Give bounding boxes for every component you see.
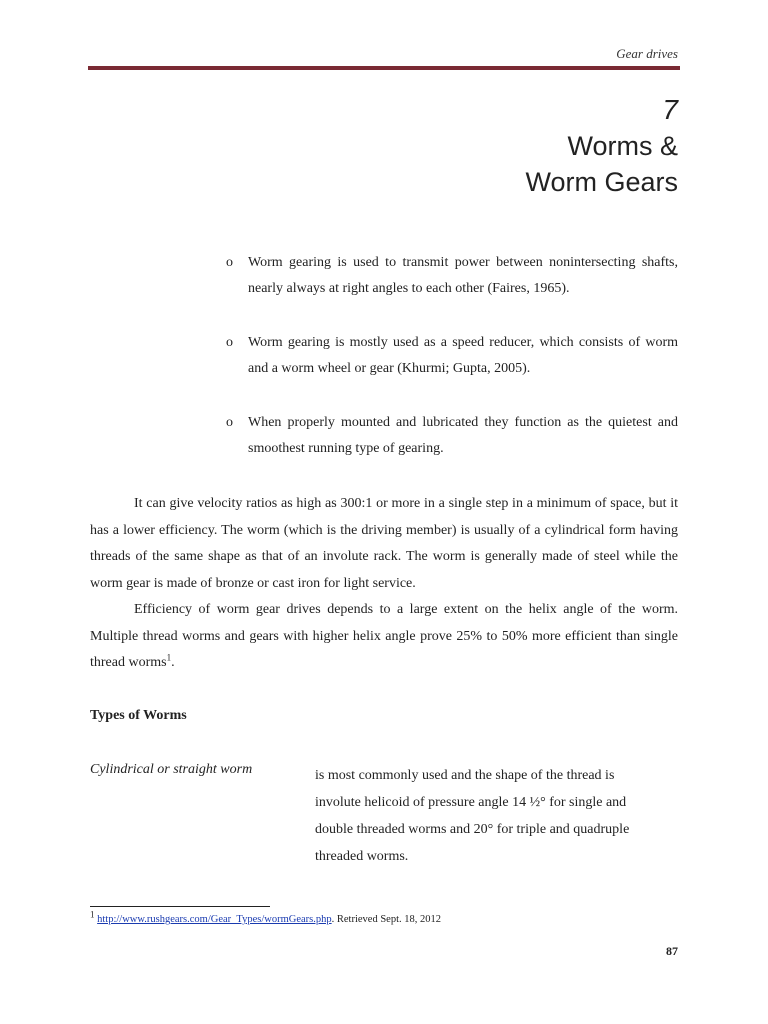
chapter-heading [525, 92, 678, 200]
bullet-list [226, 250, 678, 490]
paragraph [90, 597, 678, 677]
section-heading: Types of Worms [90, 708, 187, 723]
bullet-item [226, 330, 678, 382]
footnote [90, 909, 441, 925]
footnote-rule [90, 906, 270, 907]
chapter-number: 7 [662, 94, 678, 125]
running-header: Gear drives [616, 46, 678, 61]
footnote-link[interactable]: http://www.rushgears.com/Gear_Types/wormGears.php [97, 914, 332, 925]
page-number: 87 [666, 944, 678, 958]
paragraph: It can give velocity ratios as high as 300:1 or more in a single step in a minimum of space, but it has a lower efficiency. The worm (which is the driving member) is usually of a cylindrical form having threads of the same shape as that of an involute rack. The worm is generally made of steel while the worm gear is made of bronze or cast iron for light service. [90, 496, 678, 591]
bullet-text: When properly mounted and lubricated they function as the quietest and smoothest running type of gearing. [248, 415, 678, 456]
body-text [90, 491, 678, 677]
chapter-title-line2: Worm Gears [525, 167, 678, 197]
definition-term: Cylindrical or straight worm [90, 762, 253, 777]
paragraph-text: Efficiency of worm gear drives depends to a large extent on the helix angle of the worm. Multiple thread worms and gears with higher helix angle prove 25% to 50% more efficient than single thread worms [90, 602, 678, 670]
bullet-text: Worm gearing is mostly used as a speed reducer, which consists of worm and a worm wheel or gear (Khurmi; Gupta, 2005). [248, 335, 678, 376]
footnote-number: 1 [90, 909, 95, 920]
bullet-item [226, 410, 678, 462]
bullet-marker: o [226, 335, 233, 350]
paragraph-end: . [171, 655, 175, 670]
bullet-item [226, 250, 678, 302]
footnote-suffix: . Retrieved Sept. 18, 2012 [331, 914, 441, 925]
definition-text: is most commonly used and the shape of the thread is involute helicoid of pressure angle 14 ½° for single and double threaded worms and 20° for triple and quadruple threaded worms. [315, 768, 630, 864]
bullet-marker: o [226, 415, 233, 430]
footnote-ref[interactable]: 1 [166, 652, 172, 663]
header-rule [88, 66, 680, 70]
bullet-marker: o [226, 255, 233, 270]
chapter-title-line1: Worms & [567, 131, 678, 161]
bullet-text: Worm gearing is used to transmit power between nonintersecting shafts, nearly always at right angles to each other (Faires, 1965). [248, 255, 678, 296]
